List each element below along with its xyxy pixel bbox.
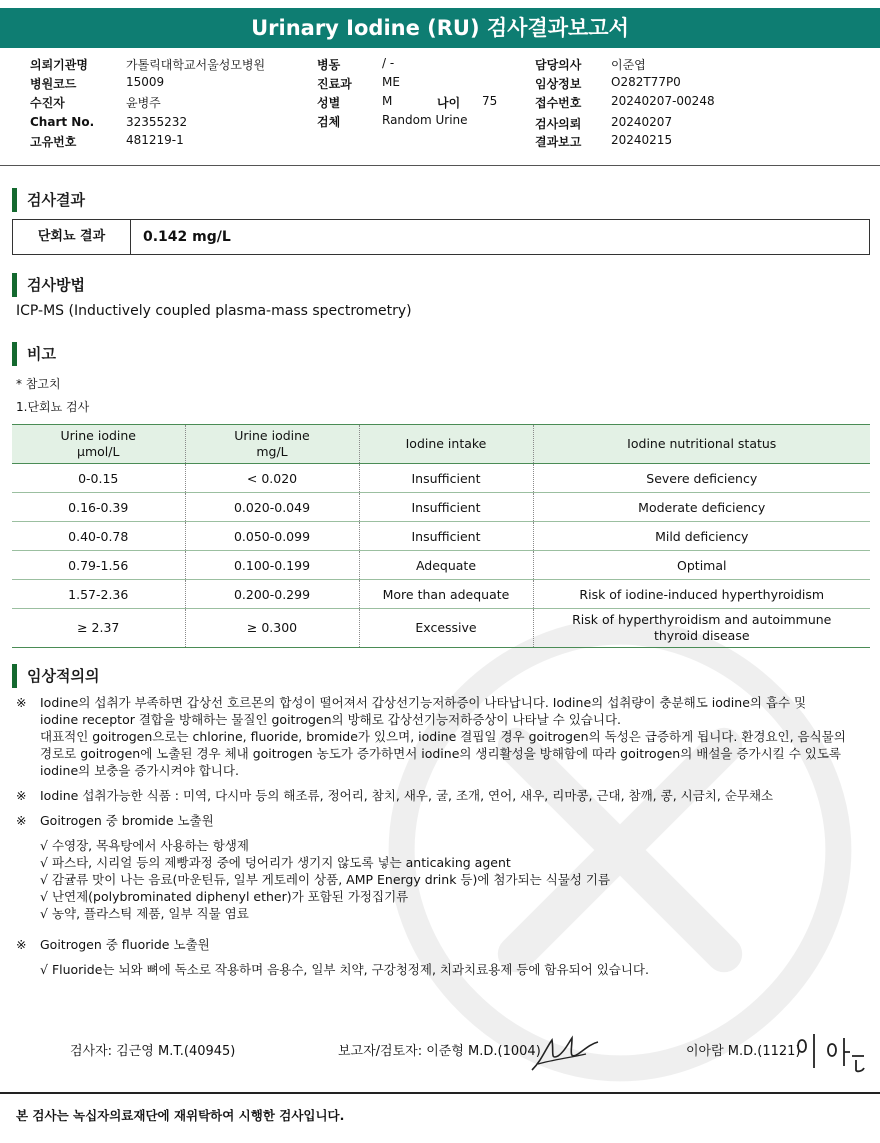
remarks-section-title: 비고 [12, 342, 56, 366]
clinical-info-label: 임상정보 [535, 77, 582, 91]
header-divider [0, 165, 880, 166]
list-item: √ 감귤류 맛이 나는 음료(마운틴듀, 일부 게토레이 상품, AMP Energy drink 등)에 첨가되는 식물성 기름 [40, 872, 611, 887]
hospital-value: 가톨릭대학교서울성모병원 [126, 58, 266, 72]
clinical-bullet-4 [16, 936, 846, 953]
result-value: 0.142 mg/L [143, 229, 231, 245]
method-section-title: 검사방법 [12, 273, 85, 297]
ward-value: / - [382, 56, 395, 70]
bullet-3-text: Goitrogen 중 bromide 노출원 [40, 813, 214, 828]
unique-label: 고유번호 [30, 135, 77, 149]
bullet-1-paragraph-1: Iodine의 섭취가 부족하면 갑상선 호르몬의 합성이 떨어져서 갑상선기능저하증이 나타납니다. Iodine의 섭취량이 충분해도 iodine의 흡수 및 iodine receptor 결합을 방해하는 물질인 goitrogen의 방해로 갑상선기능저하증상이 나타날 수 있습니다. [40, 695, 807, 727]
status-cell: Risk of iodine-induced hyperthyroidism [533, 580, 870, 609]
clinical-info-value: O282T77P0 [611, 75, 681, 89]
mgl-cell: 0.020-0.049 [185, 493, 359, 522]
intake-cell: Adequate [359, 551, 533, 580]
report-date-value: 20240215 [611, 133, 673, 147]
umol-cell: 1.57-2.36 [12, 580, 185, 609]
clinical-bullet-2 [16, 787, 846, 804]
reference-table-row [12, 493, 870, 522]
specimen-value: Random Urine [382, 113, 468, 127]
list-item: √ Fluoride는 뇌와 뼈에 독소로 작용하며 음용수, 일부 치약, 구강청정제, 치과치료용제 등에 함유되어 있습니다. [40, 962, 649, 977]
mgl-cell: ≥ 0.300 [185, 609, 359, 648]
status-cell: Moderate deficiency [533, 493, 870, 522]
status-cell: Risk of hyperthyroidism and autoimmune thyroid disease [533, 609, 870, 648]
intake-cell: Insufficient [359, 464, 533, 493]
clinical-significance [16, 694, 846, 978]
result-section-title: 검사결과 [12, 188, 85, 212]
clinical-bullet-1 [16, 694, 846, 779]
status-cell: Mild deficiency [533, 522, 870, 551]
col-header-intake: Iodine intake [359, 425, 533, 464]
receipt-label: 접수번호 [535, 96, 582, 110]
col-header-mgl: Urine iodine mg/L [185, 425, 359, 464]
list-item: √ 파스타, 시리얼 등의 제빵과정 중에 덩어리가 생기지 않도록 넣는 anticaking agent [40, 855, 511, 870]
bullet-symbol: ※ [16, 695, 27, 710]
reference-table [12, 424, 870, 648]
doctor-value: 이준엽 [611, 58, 646, 72]
code-label: 병원코드 [30, 77, 77, 91]
clinical-section-title: 임상적의의 [12, 664, 99, 688]
sex-label: 성별 [317, 96, 341, 110]
report-title: Urinary Iodine (RU) 검사결과보고서 [0, 8, 880, 48]
request-value: 20240207 [611, 115, 673, 129]
doctor-signature-icon [792, 1028, 868, 1074]
mgl-cell: < 0.020 [185, 464, 359, 493]
mgl-cell: 0.100-0.199 [185, 551, 359, 580]
doctor-signature-line: 이아람 M.D.(1121) [686, 1044, 801, 1059]
doctor-label: 담당의사 [535, 58, 582, 72]
reference-table-row [12, 522, 870, 551]
intake-cell: More than adequate [359, 580, 533, 609]
patient-label: 수진자 [30, 96, 65, 110]
chart-value: 32355232 [126, 115, 188, 129]
status-cell: Severe deficiency [533, 464, 870, 493]
reference-table-header [12, 425, 870, 464]
umol-cell: 0-0.15 [12, 464, 185, 493]
reference-table-row [12, 609, 870, 648]
code-value: 15009 [126, 75, 165, 89]
result-box [12, 219, 870, 255]
mgl-cell: 0.050-0.099 [185, 522, 359, 551]
mgl-cell: 0.200-0.299 [185, 580, 359, 609]
hospital-label: 의뢰기관명 [30, 58, 88, 72]
umol-cell: 0.40-0.78 [12, 522, 185, 551]
status-cell: Optimal [533, 551, 870, 580]
bullet-symbol: ※ [16, 937, 27, 952]
umol-cell: 0.16-0.39 [12, 493, 185, 522]
reference-table-row [12, 580, 870, 609]
umol-cell: 0.79-1.56 [12, 551, 185, 580]
dept-value: ME [382, 75, 400, 89]
specimen-label: 검체 [317, 115, 341, 129]
col-header-umol: Urine iodine μmol/L [12, 425, 185, 464]
sex-value: M [382, 94, 393, 108]
list-item: √ 수영장, 목욕탕에서 사용하는 항생제 [40, 838, 249, 853]
bullet-symbol: ※ [16, 813, 27, 828]
fluoride-sources-list [16, 961, 846, 978]
patient-value: 윤병주 [126, 96, 161, 110]
clinical-bullet-3 [16, 812, 846, 829]
receipt-value: 20240207-00248 [611, 94, 715, 108]
bullet-1-paragraph-2: 대표적인 goitrogen으로는 chlorine, fluoride, bromide가 있으며, iodine 결핍일 경우 goitrogen의 독성은 급증하게 됩니다. 환경요인, 음식물의 경로로 goitrogen에 노출된 경우 체내 goitrogen 농도가 증가하면서 iodine의 생리활성을 방해함에 따라 goitrogen의 배설을 증가시킬 수 있도록 iodine의 보충을 증가시켜야 합니다. [40, 729, 846, 778]
bullet-symbol: ※ [16, 788, 27, 803]
bullet-4-text: Goitrogen 중 fluoride 노출원 [40, 937, 210, 952]
bullet-2-text: Iodine 섭취가능한 식품 : 미역, 다시마 등의 해조류, 정어리, 참치, 새우, 굴, 조개, 연어, 새우, 리마콩, 근대, 참깨, 콩, 시금치, 순무채소 [40, 788, 774, 803]
footer-note: 본 검사는 녹십자의료재단에 재위탁하여 시행한 검사입니다. [16, 1108, 345, 1123]
chart-label: Chart No. [30, 115, 95, 129]
reference-table-body [12, 464, 870, 648]
reporter-signature-icon [528, 1030, 602, 1076]
bromide-sources-list [16, 837, 846, 922]
spot-urine-note: 1.단회뇨 검사 [16, 400, 90, 414]
intake-cell: Insufficient [359, 493, 533, 522]
list-item: √ 농약, 플라스틱 제품, 일부 직물 염료 [40, 906, 249, 921]
intake-cell: Insufficient [359, 522, 533, 551]
age-label: 나이 [437, 96, 461, 110]
method-text: ICP-MS (Inductively coupled plasma-mass spectrometry) [16, 303, 412, 319]
dept-label: 진료과 [317, 77, 352, 91]
col-header-status: Iodine nutritional status [533, 425, 870, 464]
reference-table-row [12, 464, 870, 493]
result-label: 단회뇨 결과 [13, 220, 131, 254]
unique-value: 481219-1 [126, 133, 184, 147]
intake-cell: Excessive [359, 609, 533, 648]
age-value: 75 [482, 94, 498, 108]
umol-cell: ≥ 2.37 [12, 609, 185, 648]
reporter-signature-line: 보고자/검토자: 이준형 M.D.(1004) [338, 1044, 541, 1059]
list-item: √ 난연제(polybrominated diphenyl ether)가 포함된 가정집기류 [40, 889, 409, 904]
report-date-label: 결과보고 [535, 135, 582, 149]
reference-note: * 참고치 [16, 377, 61, 391]
ward-label: 병동 [317, 58, 341, 72]
request-label: 검사의뢰 [535, 117, 582, 131]
footer-divider [0, 1092, 880, 1094]
reference-table-row [12, 551, 870, 580]
tester-signature-line: 검사자: 김근영 M.T.(40945) [70, 1044, 236, 1059]
